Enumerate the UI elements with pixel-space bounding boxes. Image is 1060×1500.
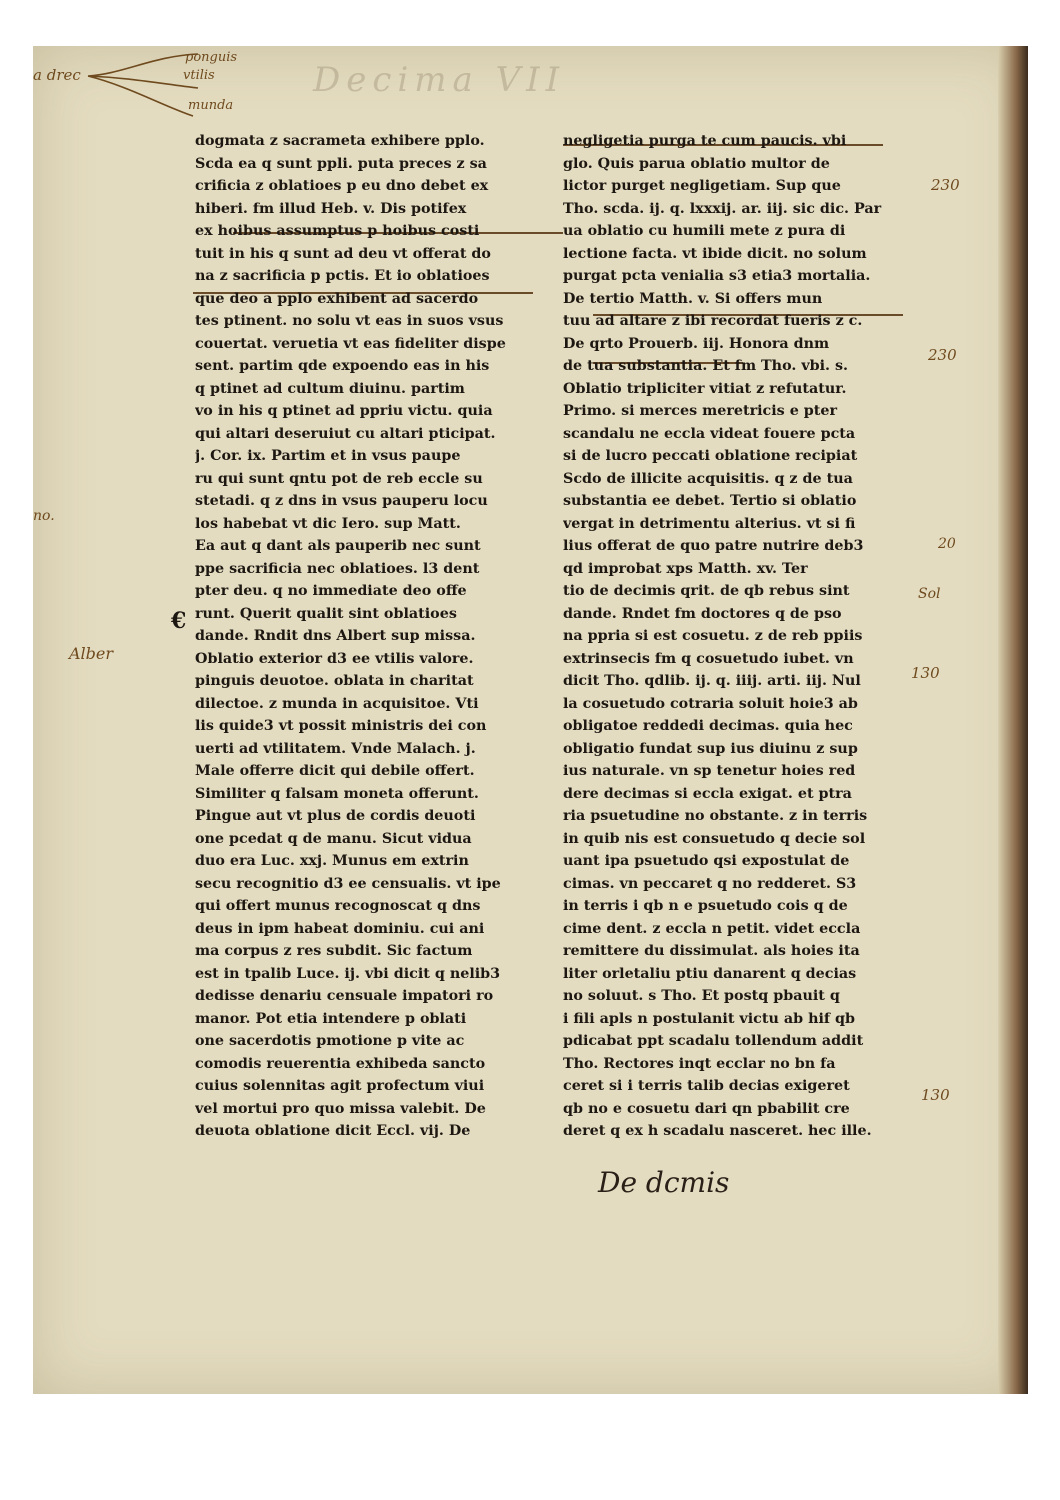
text-line: Tho. scda. ij. q. lxxxij. ar. iij. sic dic. Par bbox=[563, 200, 882, 217]
marginal-note-alber: Alber bbox=[69, 644, 114, 663]
text-line: remittere du dissimulat. als hoies ita bbox=[563, 943, 860, 959]
text-line: la cosuetudo cotraria soluit hoie3 ab bbox=[563, 695, 858, 712]
marginal-note-right-2: 230 bbox=[928, 346, 957, 364]
text-line: cimas. vn peccaret q no redderet. S3 bbox=[563, 875, 857, 892]
text-line: Ea aut q dant als pauperib nec sunt bbox=[195, 538, 481, 554]
text-line: vo in his q ptinet ad ppriu victu. quia bbox=[195, 403, 493, 419]
text-line: na z sacrificia p pctis. Et io oblatioes bbox=[195, 268, 490, 284]
text-line: ru qui sunt qntu pot de reb eccle su bbox=[195, 470, 483, 487]
text-line: i fili apls n postulanit victu ab hif qb bbox=[563, 1010, 856, 1027]
text-line: tes ptinent. no solu vt eas in suos vsus bbox=[195, 313, 504, 329]
paragraph-mark: € bbox=[171, 608, 187, 634]
text-line: uerti ad vtilitatem. Vnde Malach. j. bbox=[195, 740, 476, 757]
text-line: ua oblatio cu humili mete z pura di bbox=[563, 223, 846, 239]
text-line: na ppria si est cosuetu. z de reb ppiis bbox=[563, 628, 863, 644]
text-line: stetadi. q z dns in vsus pauperu locu bbox=[195, 493, 488, 509]
text-line: dande. Rndet fm doctores q de pso bbox=[563, 605, 842, 622]
text-line: est in tpalib Luce. ij. vbi dicit q nelib3 bbox=[195, 965, 501, 982]
text-line: one pcedat q de manu. Sicut vidua bbox=[195, 830, 472, 847]
text-line: substantia ee debet. Tertio si oblatio bbox=[563, 493, 857, 509]
text-line: De tertio Matth. v. Si offers mun bbox=[563, 290, 823, 307]
text-line: deret q ex h scadalu nasceret. hec ille. bbox=[563, 1123, 872, 1139]
text-line: no soluut. s Tho. Et postq pbauit q bbox=[563, 988, 840, 1004]
running-head: Decima VII bbox=[313, 60, 566, 100]
text-line: Tho. Rectores inqt ecclar no bn fa bbox=[563, 1055, 836, 1072]
text-line: Oblatio exterior d3 ee vtilis valore. bbox=[195, 650, 474, 667]
text-line: runt. Querit qualit sint oblatioes bbox=[195, 605, 457, 622]
spine-edge bbox=[998, 46, 1028, 1394]
text-line: tuit in his q sunt ad deu vt offerat do bbox=[195, 245, 491, 262]
text-line: ceret si i terris talib decias exigeret bbox=[563, 1078, 850, 1094]
text-line: ius naturale. vn sp tenetur hoies red bbox=[563, 763, 856, 779]
text-line: duo era Luc. xxj. Munus em extrin bbox=[195, 853, 469, 869]
book-page bbox=[33, 46, 1028, 1394]
text-line: Male offerre dicit qui debile offert. bbox=[195, 763, 475, 779]
text-line: Oblatio tripliciter vitiat z refutatur. bbox=[563, 380, 847, 397]
text-line: dere decimas si eccla exigat. et ptra bbox=[563, 785, 852, 802]
text-line: sent. partim qde expoendo eas in his bbox=[195, 358, 490, 374]
text-line: secu recognitio d3 ee censualis. vt ipe bbox=[195, 875, 501, 892]
text-line: vel mortui pro quo missa valebit. De bbox=[195, 1100, 486, 1117]
marginal-note-no: no. bbox=[33, 508, 55, 524]
text-line: dicit Tho. qdlib. ij. q. iiij. arti. iij. Nul bbox=[563, 673, 861, 689]
text-line: obligatoe reddedi decimas. quia hec bbox=[563, 718, 853, 734]
text-line: lius offerat de quo patre nutrire deb3 bbox=[563, 538, 864, 554]
text-line: purgat pcta venialia s3 etia3 mortalia. bbox=[563, 268, 871, 284]
text-line: qui altari deseruiut cu altari pticipat. bbox=[195, 425, 496, 442]
text-line: q ptinet ad cultum diuinu. partim bbox=[195, 380, 465, 397]
text-line: Scdo de illicite acquisitis. q z de tua bbox=[563, 470, 853, 487]
text-line: cuius solennitas agit profectum viui bbox=[195, 1078, 485, 1094]
marginal-note-list-2: vtilis bbox=[183, 68, 215, 83]
text-line: qui offert munus recognoscat q dns bbox=[195, 898, 481, 914]
text-line: dande. Rndit dns Albert sup missa. bbox=[195, 628, 476, 644]
text-line: scandalu ne eccla videat fouere pcta bbox=[563, 425, 856, 442]
text-line: uant ipa psuetudo qsi expostulat de bbox=[563, 853, 850, 869]
text-line: crificia z oblatioes p eu dno debet ex bbox=[195, 178, 489, 194]
handwritten-signature: De dcmis bbox=[598, 1166, 730, 1199]
text-line: qd improbat xps Matth. xv. Ter bbox=[563, 560, 808, 577]
text-line: qb no e cosuetu dari qn pbabilit cre bbox=[563, 1100, 850, 1117]
text-line: one sacerdotis pmotione p vite ac bbox=[195, 1033, 465, 1049]
text-line: in quib nis est consuetudo q decie sol bbox=[563, 830, 866, 847]
text-line: ex hoibus assumptus p hoibus costi bbox=[195, 223, 480, 239]
text-line: liter orletaliu ptiu danarent q decias bbox=[563, 965, 857, 982]
text-line: couertat. veruetia vt eas fideliter dispe bbox=[195, 335, 506, 352]
text-line: Scda ea q sunt ppli. puta preces z sa bbox=[195, 155, 487, 172]
left-text-column bbox=[195, 130, 547, 1143]
text-line: j. Cor. ix. Partim et in vsus paupe bbox=[195, 448, 461, 464]
text-line: dogmata z sacrameta exhibere pplo. bbox=[195, 133, 485, 149]
text-line: Primo. si merces meretricis e pter bbox=[563, 403, 838, 419]
marginal-note-right-3: 20 bbox=[938, 536, 956, 552]
marginal-note-right-4: Sol bbox=[918, 586, 941, 602]
text-line: si de lucro peccati oblatione recipiat bbox=[563, 448, 858, 464]
text-line: Pingue aut vt plus de cordis deuoti bbox=[195, 808, 476, 824]
text-line: lis quide3 vt possit ministris dei con bbox=[195, 718, 487, 734]
text-line: obligatio fundat sup ius diuinu z sup bbox=[563, 740, 858, 757]
marginal-note-right-5: 130 bbox=[911, 664, 940, 682]
marginal-note-top-left: a drec bbox=[33, 66, 81, 84]
text-line: negligetia purga te cum paucis. vbi bbox=[563, 133, 847, 149]
text-line: De qrto Prouerb. iij. Honora dnm bbox=[563, 335, 830, 352]
text-line: dedisse denariu censuale impatori ro bbox=[195, 988, 494, 1004]
marginal-note-list-1: ponguis bbox=[185, 50, 238, 65]
text-line: lictor purget negligetiam. Sup que bbox=[563, 178, 841, 194]
text-line: los habebat vt dic Iero. sup Matt. bbox=[195, 515, 461, 532]
text-line: in terris i qb n e psuetudo cois q de bbox=[563, 898, 848, 914]
text-line: tuu ad altare z ibi recordat fueris z c. bbox=[563, 313, 863, 329]
text-line: cime dent. z eccla n petit. videt eccla bbox=[563, 920, 861, 937]
right-text-column bbox=[563, 130, 915, 1143]
text-line: deus in ipm habeat dominiu. cui ani bbox=[195, 920, 485, 937]
text-line: dilectoe. z munda in acquisitoe. Vti bbox=[195, 695, 479, 712]
text-line: ppe sacrificia nec oblatioes. l3 dent bbox=[195, 560, 480, 577]
marginal-note-list-3: munda bbox=[188, 98, 234, 113]
text-line: que deo a pplo exhibent ad sacerdo bbox=[195, 290, 479, 307]
text-line: pdicabat ppt scadalu tollendum addit bbox=[563, 1033, 864, 1049]
text-line: extrinsecis fm q cosuetudo iubet. vn bbox=[563, 650, 854, 667]
text-line: pter deu. q no immediate deo offe bbox=[195, 583, 467, 599]
text-line: vergat in detrimentu alterius. vt si fi bbox=[563, 515, 856, 532]
bracket-strokes bbox=[73, 46, 213, 126]
text-line: deuota oblatione dicit Eccl. vij. De bbox=[195, 1123, 471, 1139]
text-line: pinguis deuotoe. oblata in charitat bbox=[195, 673, 474, 689]
text-line: hiberi. fm illud Heb. v. Dis potifex bbox=[195, 200, 467, 217]
text-line: manor. Pot etia intendere p oblati bbox=[195, 1010, 467, 1027]
text-line: glo. Quis parua oblatio multor de bbox=[563, 155, 830, 172]
text-line: tio de decimis qrit. de qb rebus sint bbox=[563, 583, 850, 599]
text-line: lectione facta. vt ibide dicit. no solum bbox=[563, 245, 867, 262]
text-line: comodis reuerentia exhibeda sancto bbox=[195, 1055, 486, 1072]
text-line: Similiter q falsam moneta offerunt. bbox=[195, 785, 479, 802]
text-line: ma corpus z res subdit. Sic factum bbox=[195, 943, 473, 959]
text-line: de tua substantia. Et fm Tho. vbi. s. bbox=[563, 358, 849, 374]
text-line: ria psuetudine no obstante. z in terris bbox=[563, 808, 868, 824]
marginal-note-right-1: 230 bbox=[931, 176, 960, 194]
marginal-note-right-6: 130 bbox=[921, 1086, 950, 1104]
